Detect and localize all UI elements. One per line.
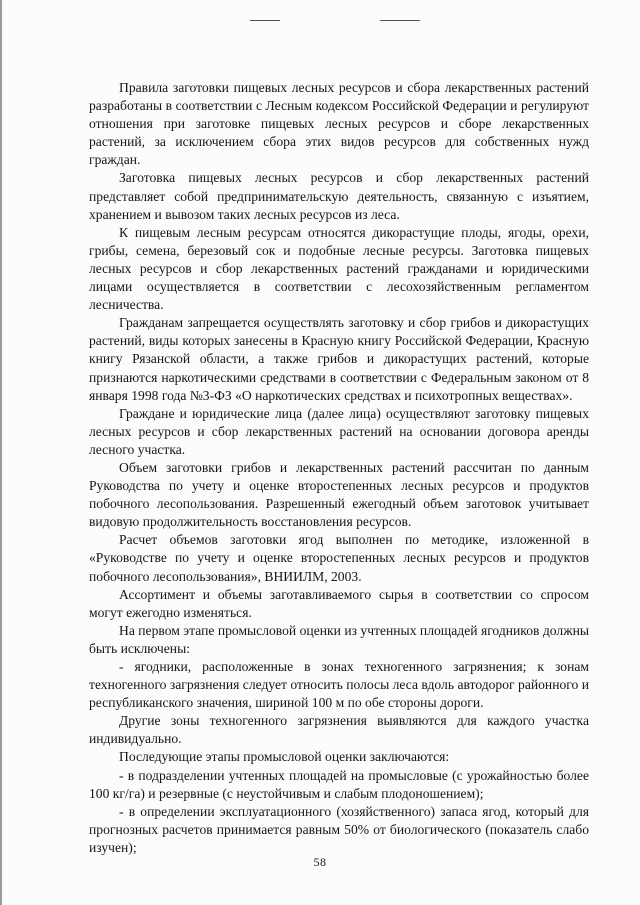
paragraph: К пищевым лесным ресурсам относятся дикорастущие плоды, ягоды, орехи, грибы, семена, березовый сок и подобные лесные ресурсы. Заготовка пищевых лесных ресурсов и сбор лекарственных растений гражданами и юридическими лицами осуществляется в соответствии с лесохозяйственным регламентом лесничества. bbox=[89, 224, 589, 313]
scan-artifact bbox=[380, 20, 420, 21]
paragraph: Гражданам запрещается осуществлять заготовку и сбор грибов и дикорастущих растений, виды которых занесены в Красную книгу Российской Федерации, Красную книгу Рязанской области, а также грибов и дикорастущих растений, которые признаются наркотическими средствами в соответствии с Федеральным законом от 8 января 1998 года №3-ФЗ «О наркотических средствах и психотропных веществах». bbox=[89, 315, 589, 403]
scan-artifact bbox=[250, 20, 280, 21]
paragraph: Объем заготовки грибов и лекарственных растений рассчитан по данным Руководства по учету и оценке второстепенных лесных ресурсов и продуктов побочного лесопользования. Разрешенный ежегодный объем заготовок учитывает видовую продолжительность восстановления ресурсов. bbox=[89, 459, 589, 530]
paragraph: Ассортимент и объемы заготавливаемого сырья в соответствии со спросом могут ежегодно изменяться. bbox=[89, 586, 589, 620]
paragraph: На первом этапе промысловой оценки из учтенных площадей ягодников должны быть исключены: bbox=[89, 622, 589, 656]
body-text bbox=[89, 79, 589, 857]
paragraph: Граждане и юридические лица (далее лица) осуществляют заготовку пищевых лесных ресурсов и сбор лекарственных растений на основании договора аренды лесного участка. bbox=[89, 405, 589, 457]
paragraph: Заготовка пищевых лесных ресурсов и сбор лекарственных растений представляет собой предпринимательскую деятельность, связанную с изъятием, хранением и вывозом таких лесных ресурсов из леса. bbox=[89, 170, 589, 222]
page-number: 58 bbox=[313, 855, 327, 869]
paragraph: Последующие этапы промысловой оценки заключаются: bbox=[119, 749, 450, 765]
list-item: - в подразделении учтенных площадей на промысловые (с урожайностью более 100 кг/га) и резервные (с неустойчивым и слабым плодоношением); bbox=[89, 767, 589, 801]
list-item: - ягодники, расположенные в зонах техногенного загрязнения; к зонам техногенного загрязнения следует относить полосы леса вдоль автодорог районного и республиканского значения, шириной 100 м по обе стороны дороги. bbox=[89, 659, 589, 711]
scan-edge bbox=[0, 0, 2, 905]
paragraph: Другие зоны техногенного загрязнения выявляются для каждого участка индивидуально. bbox=[89, 713, 589, 747]
paragraph: Правила заготовки пищевых лесных ресурсов и сбора лекарственных растений разработаны в соответствии с Лесным кодексом Российской Федерации и регулируют отношения при заготовке пищевых лесных ресурсов и сборе лекарственных растений, за исключением сбора этих видов ресурсов для собственных нужд граждан. bbox=[89, 80, 589, 168]
paragraph: Расчет объемов заготовки ягод выполнен по методике, изложенной в «Руководстве по учету и оценке второстепенных лесных ресурсов и продуктов побочного лесопользования», ВНИИЛМ, 2003. bbox=[89, 532, 589, 584]
list-item: - в определении эксплуатационного (хозяйственного) запаса ягод, который для прогнозных расчетов принимается равным 50% от биологического (показатель слабо изучен); bbox=[89, 803, 589, 855]
